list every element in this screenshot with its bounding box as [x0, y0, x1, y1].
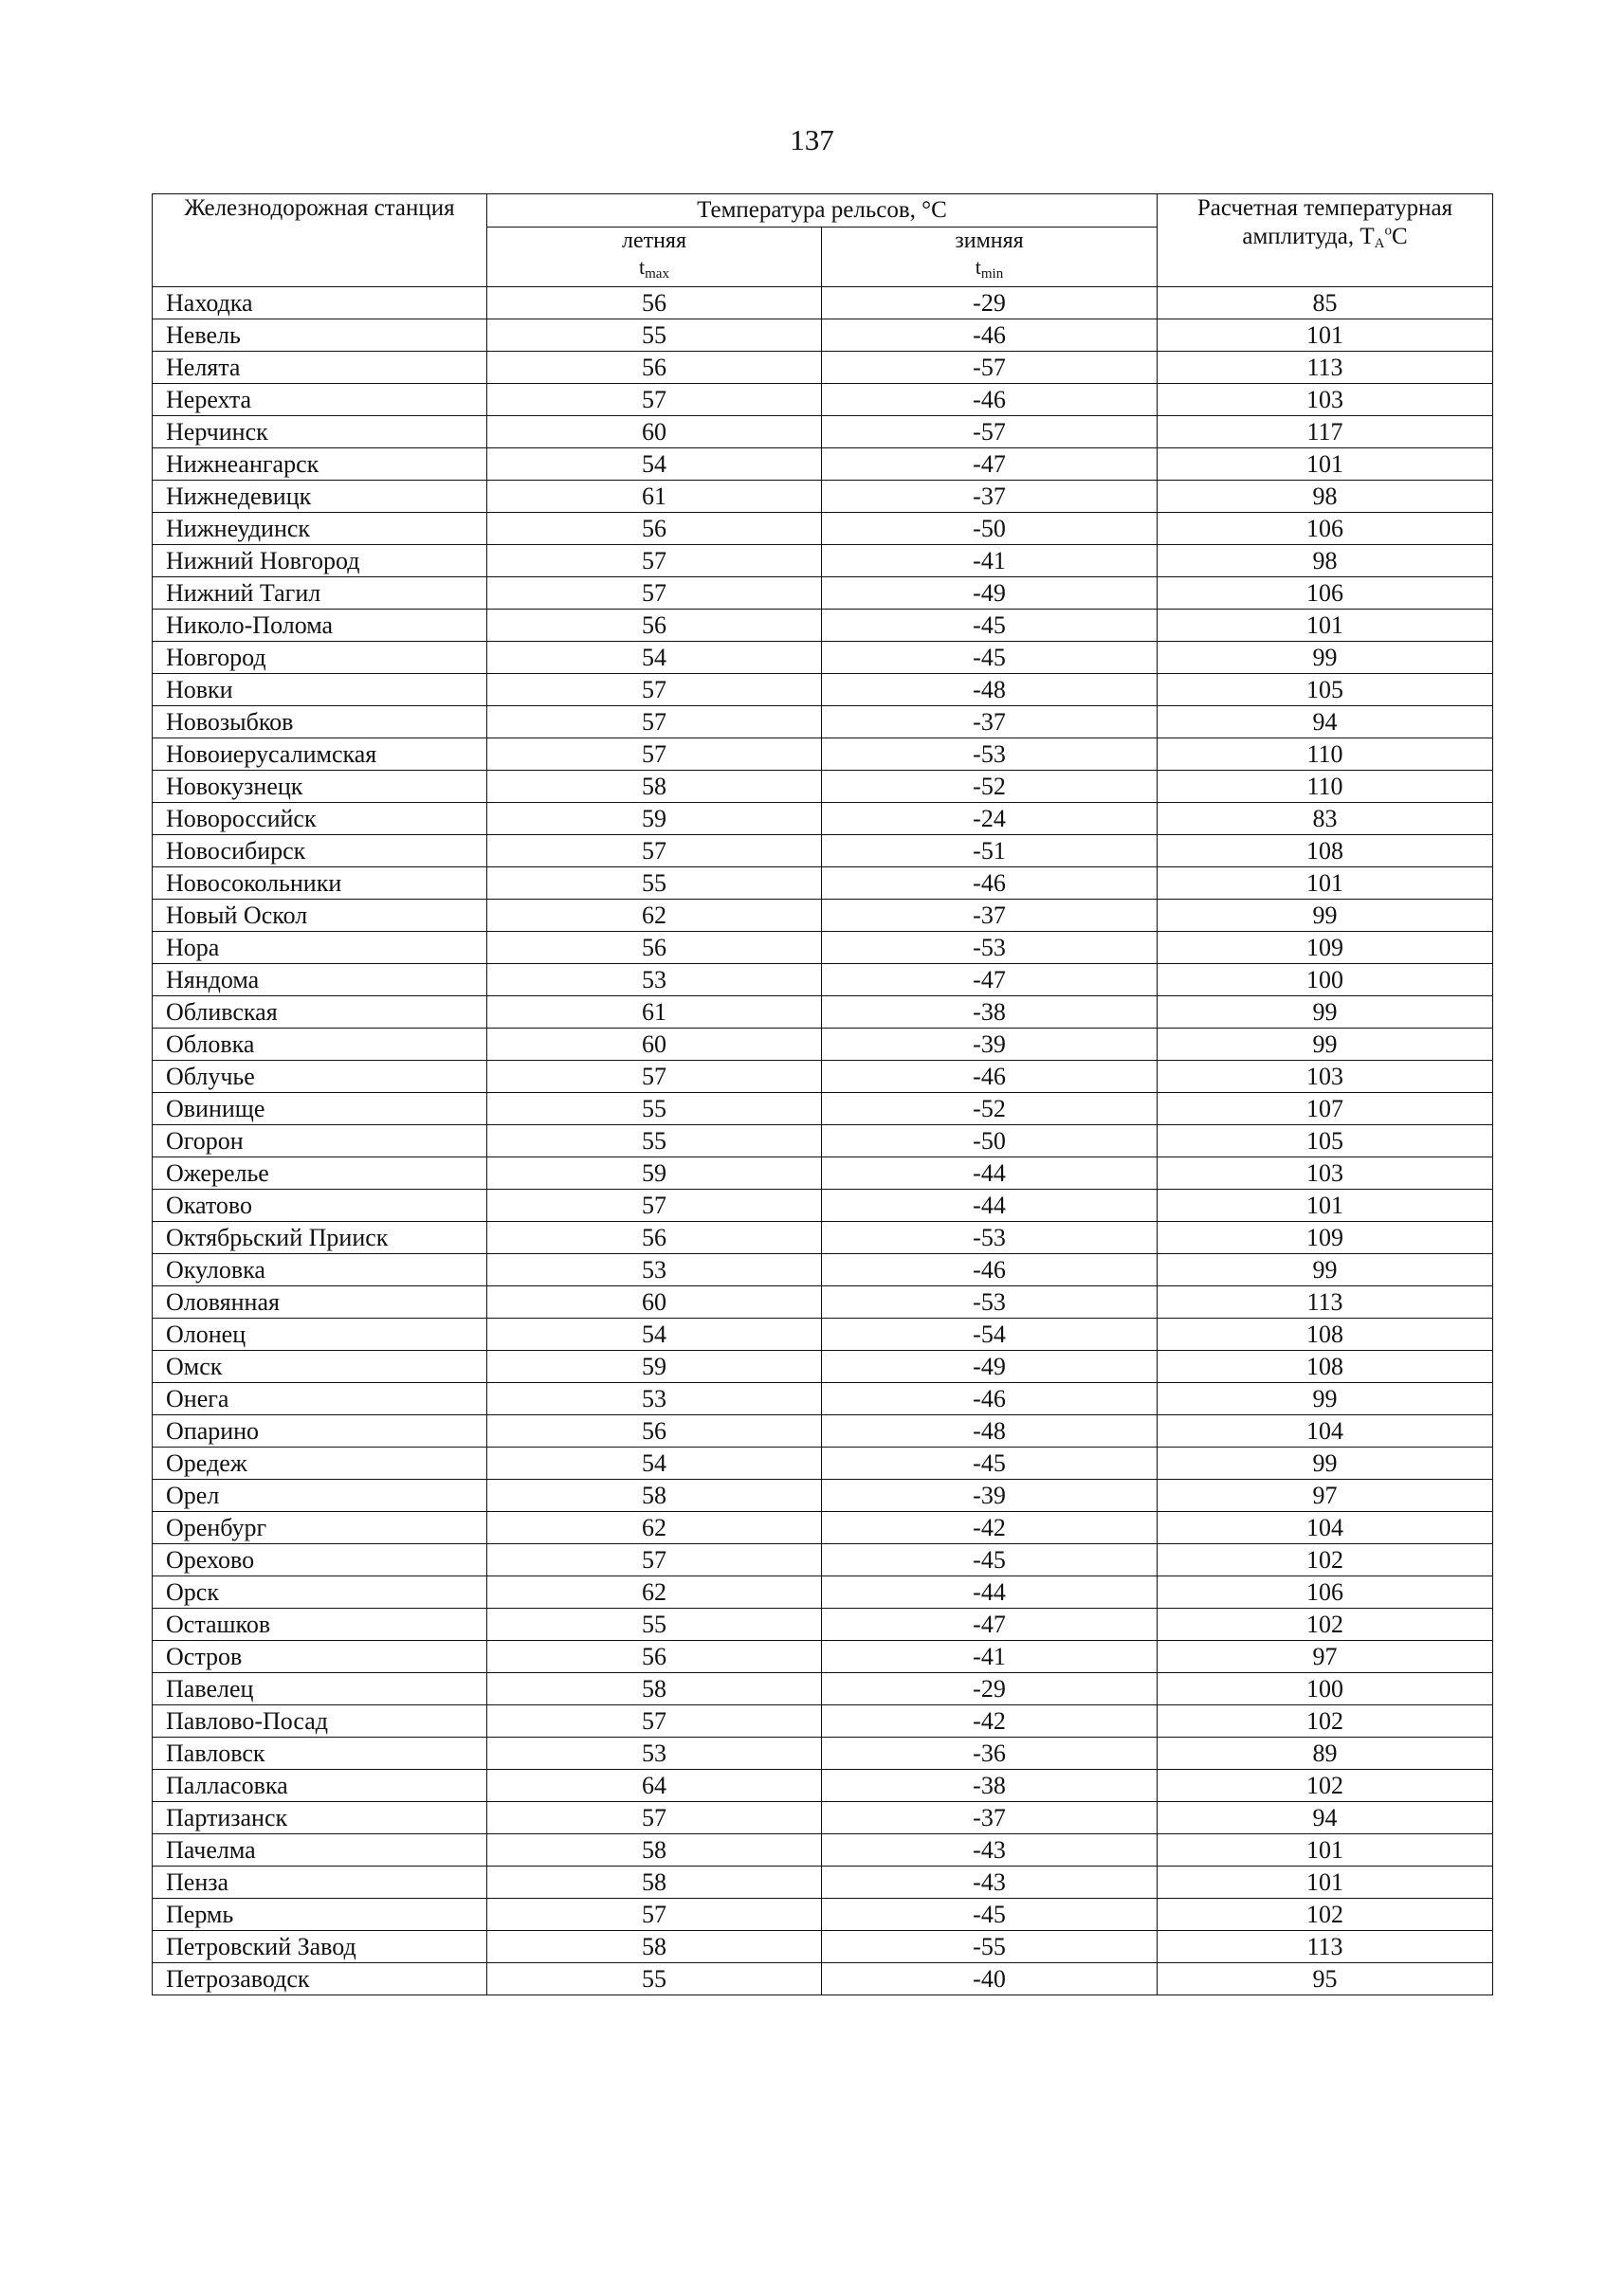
tmax-cell: 55 — [487, 319, 822, 352]
table-row — [153, 1641, 1493, 1673]
tmax-cell: 54 — [487, 1448, 822, 1480]
station-cell: Нижний Тагил — [153, 577, 487, 610]
rail-temperature-table — [152, 193, 1493, 1995]
station-cell: Николо-Полома — [153, 610, 487, 642]
tmin-cell: -47 — [822, 448, 1158, 481]
tmin-cell: -54 — [822, 1319, 1158, 1351]
amplitude-cell: 99 — [1158, 1448, 1493, 1480]
amplitude-cell: 97 — [1158, 1480, 1493, 1512]
amplitude-cell: 100 — [1158, 964, 1493, 996]
tmin-cell: -45 — [822, 1448, 1158, 1480]
tmin-cell: -44 — [822, 1576, 1158, 1609]
tmax-cell: 57 — [487, 1802, 822, 1834]
tmax-cell: 58 — [487, 1931, 822, 1963]
tmin-cell: -47 — [822, 964, 1158, 996]
table-row — [153, 319, 1493, 352]
tmax-cell: 56 — [487, 352, 822, 384]
table-row — [153, 1867, 1493, 1899]
tmax-cell: 57 — [487, 706, 822, 738]
amplitude-cell: 99 — [1158, 642, 1493, 674]
amplitude-cell: 113 — [1158, 352, 1493, 384]
amplitude-cell: 94 — [1158, 1802, 1493, 1834]
tmin-cell: -46 — [822, 1383, 1158, 1415]
table-row — [153, 1254, 1493, 1286]
amplitude-cell: 110 — [1158, 771, 1493, 803]
tmin-cell: -24 — [822, 803, 1158, 835]
tmin-cell: -29 — [822, 287, 1158, 319]
tmin-cell: -47 — [822, 1609, 1158, 1641]
tmin-cell: -41 — [822, 1641, 1158, 1673]
table-row — [153, 738, 1493, 771]
tmin-cell: -46 — [822, 1254, 1158, 1286]
tmax-cell: 58 — [487, 1867, 822, 1899]
table-row — [153, 287, 1493, 319]
station-cell: Оренбург — [153, 1512, 487, 1544]
header-summer — [487, 228, 822, 287]
amplitude-cell: 98 — [1158, 545, 1493, 577]
amplitude-cell: 108 — [1158, 1319, 1493, 1351]
table-row — [153, 867, 1493, 900]
amplitude-cell: 99 — [1158, 1254, 1493, 1286]
tmax-cell: 62 — [487, 900, 822, 932]
amplitude-cell: 105 — [1158, 1125, 1493, 1157]
amplitude-cell: 102 — [1158, 1770, 1493, 1802]
station-cell: Палласовка — [153, 1770, 487, 1802]
tmax-cell: 57 — [487, 674, 822, 706]
station-cell: Орск — [153, 1576, 487, 1609]
table-row — [153, 1738, 1493, 1770]
table-row — [153, 1931, 1493, 1963]
tmin-cell: -44 — [822, 1190, 1158, 1222]
header-winter-symbol: t — [975, 255, 981, 279]
tmax-cell: 55 — [487, 1093, 822, 1125]
table-row — [153, 1222, 1493, 1254]
table-row — [153, 932, 1493, 964]
amplitude-cell: 109 — [1158, 1222, 1493, 1254]
tmax-cell: 59 — [487, 803, 822, 835]
amplitude-cell: 101 — [1158, 1867, 1493, 1899]
station-cell: Нижний Новгород — [153, 545, 487, 577]
tmin-cell: -52 — [822, 1093, 1158, 1125]
tmin-cell: -41 — [822, 545, 1158, 577]
station-cell: Окуловка — [153, 1254, 487, 1286]
table-row — [153, 1448, 1493, 1480]
tmin-cell: -51 — [822, 835, 1158, 867]
tmax-cell: 62 — [487, 1576, 822, 1609]
table-row — [153, 1351, 1493, 1383]
station-cell: Омск — [153, 1351, 487, 1383]
header-amplitude-sup: o — [1384, 223, 1392, 239]
amplitude-cell: 104 — [1158, 1512, 1493, 1544]
tmax-cell: 57 — [487, 1061, 822, 1093]
tmax-cell: 57 — [487, 738, 822, 771]
table-row — [153, 1319, 1493, 1351]
station-cell: Петровский Завод — [153, 1931, 487, 1963]
tmin-cell: -46 — [822, 319, 1158, 352]
tmax-cell: 56 — [487, 513, 822, 545]
tmax-cell: 60 — [487, 1029, 822, 1061]
station-cell: Оредеж — [153, 1448, 487, 1480]
amplitude-cell: 110 — [1158, 738, 1493, 771]
amplitude-cell: 102 — [1158, 1899, 1493, 1931]
amplitude-cell: 94 — [1158, 706, 1493, 738]
tmax-cell: 53 — [487, 1254, 822, 1286]
table-row — [153, 1093, 1493, 1125]
amplitude-cell: 106 — [1158, 577, 1493, 610]
tmax-cell: 55 — [487, 1125, 822, 1157]
station-cell: Петрозаводск — [153, 1963, 487, 1995]
header-amplitude-line1: Расчетная температурная — [1196, 195, 1453, 221]
amplitude-cell: 95 — [1158, 1963, 1493, 1995]
tmin-cell: -36 — [822, 1738, 1158, 1770]
table-row — [153, 1609, 1493, 1641]
station-cell: Осташков — [153, 1609, 487, 1641]
amplitude-cell: 107 — [1158, 1093, 1493, 1125]
tmin-cell: -45 — [822, 642, 1158, 674]
tmin-cell: -42 — [822, 1512, 1158, 1544]
amplitude-cell: 101 — [1158, 1190, 1493, 1222]
tmin-cell: -43 — [822, 1834, 1158, 1867]
tmax-cell: 57 — [487, 1899, 822, 1931]
amplitude-cell: 99 — [1158, 1383, 1493, 1415]
tmin-cell: -46 — [822, 384, 1158, 416]
amplitude-cell: 106 — [1158, 1576, 1493, 1609]
header-winter — [822, 228, 1158, 287]
tmin-cell: -50 — [822, 1125, 1158, 1157]
amplitude-cell: 108 — [1158, 835, 1493, 867]
table-row — [153, 1963, 1493, 1995]
tmin-cell: -49 — [822, 577, 1158, 610]
amplitude-cell: 101 — [1158, 319, 1493, 352]
tmin-cell: -43 — [822, 1867, 1158, 1899]
station-cell: Новозыбков — [153, 706, 487, 738]
station-cell: Партизанск — [153, 1802, 487, 1834]
tmin-cell: -40 — [822, 1963, 1158, 1995]
tmax-cell: 57 — [487, 835, 822, 867]
station-cell: Новки — [153, 674, 487, 706]
amplitude-cell: 108 — [1158, 1351, 1493, 1383]
station-cell: Невель — [153, 319, 487, 352]
station-cell: Находка — [153, 287, 487, 319]
table-row — [153, 1480, 1493, 1512]
station-cell: Октябрьский Прииск — [153, 1222, 487, 1254]
station-cell: Овинище — [153, 1093, 487, 1125]
table-row — [153, 481, 1493, 513]
tmax-cell: 62 — [487, 1512, 822, 1544]
station-cell: Новокузнецк — [153, 771, 487, 803]
amplitude-cell: 102 — [1158, 1544, 1493, 1576]
tmax-cell: 59 — [487, 1157, 822, 1190]
station-cell: Обловка — [153, 1029, 487, 1061]
tmin-cell: -45 — [822, 1899, 1158, 1931]
table-row — [153, 384, 1493, 416]
amplitude-cell: 113 — [1158, 1931, 1493, 1963]
tmax-cell: 57 — [487, 545, 822, 577]
amplitude-cell: 102 — [1158, 1609, 1493, 1641]
amplitude-cell: 103 — [1158, 1061, 1493, 1093]
tmax-cell: 58 — [487, 1673, 822, 1705]
station-cell: Опарино — [153, 1415, 487, 1448]
table-row — [153, 1061, 1493, 1093]
table-row — [153, 803, 1493, 835]
table-row — [153, 642, 1493, 674]
tmax-cell: 54 — [487, 448, 822, 481]
table-row — [153, 835, 1493, 867]
table-row — [153, 1190, 1493, 1222]
tmax-cell: 56 — [487, 1222, 822, 1254]
amplitude-cell: 89 — [1158, 1738, 1493, 1770]
amplitude-cell: 101 — [1158, 448, 1493, 481]
table-row — [153, 900, 1493, 932]
amplitude-cell: 106 — [1158, 513, 1493, 545]
page-number: 137 — [790, 123, 834, 156]
tmin-cell: -29 — [822, 1673, 1158, 1705]
tmin-cell: -48 — [822, 1415, 1158, 1448]
tmax-cell: 57 — [487, 1705, 822, 1738]
station-cell: Пермь — [153, 1899, 487, 1931]
tmin-cell: -50 — [822, 513, 1158, 545]
tmin-cell: -52 — [822, 771, 1158, 803]
table-row — [153, 1705, 1493, 1738]
table-row — [153, 1834, 1493, 1867]
table-row — [153, 1383, 1493, 1415]
amplitude-cell: 103 — [1158, 384, 1493, 416]
tmin-cell: -53 — [822, 738, 1158, 771]
amplitude-cell: 104 — [1158, 1415, 1493, 1448]
station-cell: Новосибирск — [153, 835, 487, 867]
tmax-cell: 54 — [487, 642, 822, 674]
table-row — [153, 1125, 1493, 1157]
amplitude-cell: 83 — [1158, 803, 1493, 835]
table-row — [153, 416, 1493, 448]
table-row — [153, 545, 1493, 577]
station-cell: Нора — [153, 932, 487, 964]
tmin-cell: -37 — [822, 1802, 1158, 1834]
table-row — [153, 1415, 1493, 1448]
tmin-cell: -57 — [822, 352, 1158, 384]
tmin-cell: -37 — [822, 900, 1158, 932]
table-row — [153, 674, 1493, 706]
station-cell: Олонец — [153, 1319, 487, 1351]
tmax-cell: 56 — [487, 932, 822, 964]
tmax-cell: 61 — [487, 481, 822, 513]
station-cell: Окатово — [153, 1190, 487, 1222]
tmax-cell: 55 — [487, 867, 822, 900]
tmax-cell: 57 — [487, 1544, 822, 1576]
table-row — [153, 1802, 1493, 1834]
amplitude-cell: 105 — [1158, 674, 1493, 706]
tmax-cell: 53 — [487, 964, 822, 996]
amplitude-cell: 101 — [1158, 610, 1493, 642]
table-row — [153, 1770, 1493, 1802]
tmin-cell: -37 — [822, 706, 1158, 738]
tmax-cell: 56 — [487, 610, 822, 642]
tmax-cell: 55 — [487, 1963, 822, 1995]
station-cell: Новосокольники — [153, 867, 487, 900]
tmin-cell: -44 — [822, 1157, 1158, 1190]
table-row — [153, 996, 1493, 1029]
amplitude-cell: 99 — [1158, 996, 1493, 1029]
station-cell: Орел — [153, 1480, 487, 1512]
table-row — [153, 1899, 1493, 1931]
tmax-cell: 56 — [487, 1641, 822, 1673]
header-rail-temperature: Температура рельсов, °С — [487, 194, 1158, 228]
tmin-cell: -48 — [822, 674, 1158, 706]
header-amplitude-unit: C — [1391, 224, 1408, 249]
amplitude-cell: 97 — [1158, 1641, 1493, 1673]
amplitude-cell: 113 — [1158, 1286, 1493, 1319]
header-amplitude-sub: A — [1374, 236, 1385, 251]
tmax-cell: 61 — [487, 996, 822, 1029]
station-cell: Новороссийск — [153, 803, 487, 835]
tmax-cell: 60 — [487, 1286, 822, 1319]
amplitude-cell: 99 — [1158, 900, 1493, 932]
station-cell: Нижнедевицк — [153, 481, 487, 513]
header-summer-sub: max — [645, 266, 669, 282]
table-row — [153, 1029, 1493, 1061]
header-winter-sub: min — [980, 266, 1004, 282]
table-row — [153, 706, 1493, 738]
table-body — [153, 287, 1493, 1995]
amplitude-cell: 85 — [1158, 287, 1493, 319]
table-row — [153, 771, 1493, 803]
tmin-cell: -39 — [822, 1029, 1158, 1061]
tmax-cell: 58 — [487, 771, 822, 803]
tmax-cell: 56 — [487, 1415, 822, 1448]
station-cell: Павелец — [153, 1673, 487, 1705]
header-amplitude-line2: амплитуда, T — [1242, 224, 1375, 249]
tmin-cell: -39 — [822, 1480, 1158, 1512]
tmax-cell: 54 — [487, 1319, 822, 1351]
tmax-cell: 60 — [487, 416, 822, 448]
tmax-cell: 57 — [487, 1190, 822, 1222]
table-row — [153, 448, 1493, 481]
tmin-cell: -38 — [822, 996, 1158, 1029]
station-cell: Ожерелье — [153, 1157, 487, 1190]
table-row — [153, 1544, 1493, 1576]
tmin-cell: -42 — [822, 1705, 1158, 1738]
tmax-cell: 53 — [487, 1383, 822, 1415]
station-cell: Пачелма — [153, 1834, 487, 1867]
station-cell: Онега — [153, 1383, 487, 1415]
header-summer-label: летняя — [621, 228, 687, 253]
station-cell: Обливская — [153, 996, 487, 1029]
table-row — [153, 577, 1493, 610]
header-amplitude — [1158, 194, 1493, 287]
amplitude-cell: 101 — [1158, 1834, 1493, 1867]
table-row — [153, 513, 1493, 545]
tmin-cell: -49 — [822, 1351, 1158, 1383]
station-cell: Нижнеудинск — [153, 513, 487, 545]
tmax-cell: 55 — [487, 1609, 822, 1641]
amplitude-cell: 99 — [1158, 1029, 1493, 1061]
tmin-cell: -45 — [822, 1544, 1158, 1576]
tmin-cell: -53 — [822, 932, 1158, 964]
tmax-cell: 57 — [487, 577, 822, 610]
tmax-cell: 59 — [487, 1351, 822, 1383]
tmax-cell: 57 — [487, 384, 822, 416]
amplitude-cell: 101 — [1158, 867, 1493, 900]
tmin-cell: -45 — [822, 610, 1158, 642]
table-row — [153, 1512, 1493, 1544]
tmin-cell: -53 — [822, 1286, 1158, 1319]
station-cell: Новоиерусалимская — [153, 738, 487, 771]
amplitude-cell: 117 — [1158, 416, 1493, 448]
station-cell: Новый Оскол — [153, 900, 487, 932]
amplitude-cell: 103 — [1158, 1157, 1493, 1190]
tmin-cell: -38 — [822, 1770, 1158, 1802]
tmax-cell: 64 — [487, 1770, 822, 1802]
station-cell: Нерчинск — [153, 416, 487, 448]
header-station: Железнодорожная станция — [153, 194, 487, 287]
table-row — [153, 352, 1493, 384]
table-row — [153, 1157, 1493, 1190]
amplitude-cell: 100 — [1158, 1673, 1493, 1705]
station-cell: Оловянная — [153, 1286, 487, 1319]
tmin-cell: -55 — [822, 1931, 1158, 1963]
table-row — [153, 1286, 1493, 1319]
station-cell: Няндома — [153, 964, 487, 996]
tmin-cell: -37 — [822, 481, 1158, 513]
tmin-cell: -57 — [822, 416, 1158, 448]
station-cell: Новгород — [153, 642, 487, 674]
station-cell: Нерехта — [153, 384, 487, 416]
tmax-cell: 56 — [487, 287, 822, 319]
station-cell: Облучье — [153, 1061, 487, 1093]
tmin-cell: -46 — [822, 867, 1158, 900]
station-cell: Нелята — [153, 352, 487, 384]
amplitude-cell: 98 — [1158, 481, 1493, 513]
header-summer-symbol: t — [639, 255, 646, 279]
tmax-cell: 58 — [487, 1480, 822, 1512]
tmin-cell: -53 — [822, 1222, 1158, 1254]
station-cell: Павлово-Посад — [153, 1705, 487, 1738]
tmin-cell: -46 — [822, 1061, 1158, 1093]
tmax-cell: 53 — [487, 1738, 822, 1770]
table-row — [153, 1673, 1493, 1705]
table-row — [153, 964, 1493, 996]
station-cell: Остров — [153, 1641, 487, 1673]
amplitude-cell: 109 — [1158, 932, 1493, 964]
table-row — [153, 1576, 1493, 1609]
station-cell: Пенза — [153, 1867, 487, 1899]
tmax-cell: 58 — [487, 1834, 822, 1867]
station-cell: Нижнеангарск — [153, 448, 487, 481]
station-cell: Орехово — [153, 1544, 487, 1576]
header-winter-label: зимняя — [955, 228, 1024, 253]
station-cell: Огорон — [153, 1125, 487, 1157]
table-row — [153, 610, 1493, 642]
station-cell: Павловск — [153, 1738, 487, 1770]
amplitude-cell: 102 — [1158, 1705, 1493, 1738]
